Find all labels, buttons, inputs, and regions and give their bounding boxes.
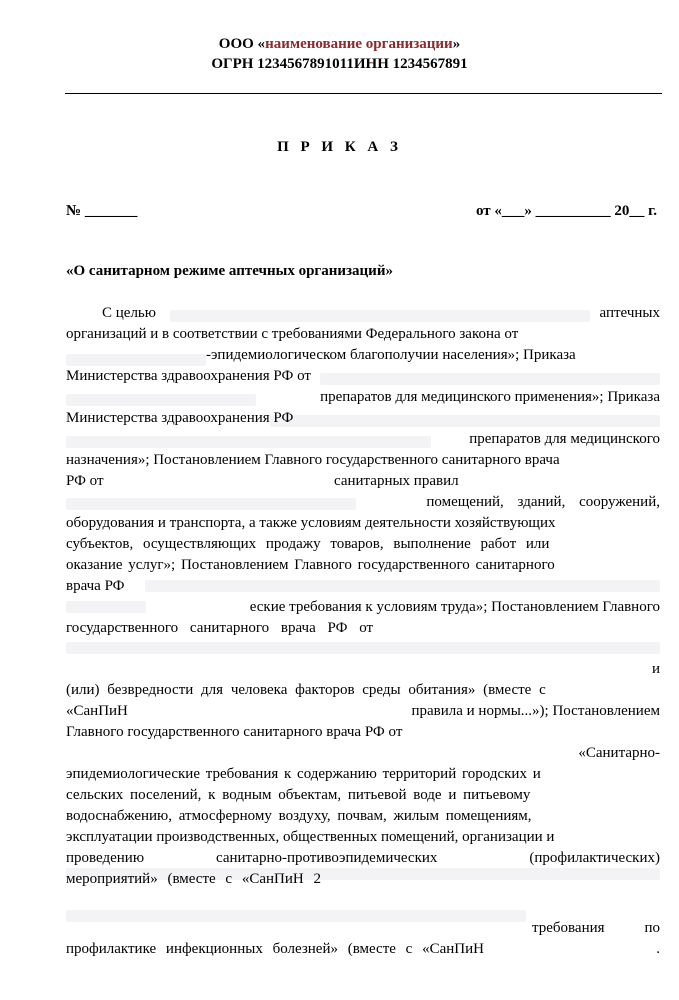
body-fragment: РФ от: [66, 473, 104, 489]
body-line: [66, 429, 660, 449]
body-fragment: санитарных правил: [334, 473, 459, 489]
body-line: эпидемиологические требования к содержанию территорий городских и: [66, 766, 541, 782]
body-line: сельских поселений, к водным объектам, питьевой воде и питьевому: [66, 787, 531, 803]
body-line: субъектов, осуществляющих продажу товаров, выполнение работ или: [66, 536, 550, 552]
body-line: [66, 701, 660, 721]
body-line: [66, 492, 660, 512]
body-fragment: еские требования к условиям труда»; Постановлением Главного: [249, 599, 660, 615]
org-suffix: »: [452, 36, 461, 52]
body-fragment: правила и нормы...»); Постановлением: [411, 703, 660, 719]
body-line: государственного санитарного врача РФ от: [66, 620, 374, 636]
body-line: мероприятий» (вместе с «СанПиН 2: [66, 871, 321, 887]
body-line: [66, 848, 660, 868]
organization-line: [0, 35, 679, 54]
ogrn-inn-line: ОГРН 1234567891011ИНН 1234567891: [211, 56, 468, 72]
body-fragment: (профилактических): [529, 850, 660, 866]
org-prefix: ООО «: [218, 36, 266, 52]
body-fragment: -эпидемиологическом благополучии населения»; Приказа: [206, 347, 576, 363]
body-line: водоснабжению, атмосферному воздуху, почвам, жилым помещениям,: [66, 808, 532, 824]
body-line: [66, 345, 660, 365]
body-fragment: «СанПиН: [66, 703, 128, 719]
body-fragment: проведению: [66, 850, 145, 866]
body-line: эксплуатации производственных, общественных помещений, организации и: [66, 829, 555, 845]
body-fragment: .: [656, 941, 660, 957]
body-fragment: препаратов для медицинского: [469, 431, 660, 447]
body-line: оборудования и транспорта, а также условиям деятельности хозяйствующих: [66, 515, 556, 531]
body-line: [66, 471, 660, 491]
body-line: [66, 743, 660, 763]
order-subject: «О санитарном режиме аптечных организаций»: [66, 263, 393, 279]
body-fragment: помещений, зданий, сооружений,: [426, 494, 660, 510]
body-fragment: санитарно-противоэпидемических: [216, 850, 438, 866]
body-line: [66, 659, 660, 679]
body-fragment: «Санитарно-: [578, 745, 660, 761]
body-fragment: аптечных: [599, 305, 660, 321]
body-fragment: С целью: [102, 305, 156, 321]
body-line: [66, 918, 660, 938]
body-line: врача РФ: [66, 578, 125, 594]
body-line: [66, 387, 660, 407]
body-line: Министерства здравоохранения РФ: [66, 410, 294, 426]
body-line: [66, 303, 660, 323]
order-date: от «___» __________ 20__ г.: [475, 203, 657, 219]
body-fragment: требования: [532, 920, 605, 936]
body-fragment: профилактике инфекционных болезней» (вместе с «СанПиН: [66, 941, 484, 957]
document-title: П Р И К А З: [277, 139, 402, 155]
body-line: организаций и в соответствии с требованиями Федерального закона от: [66, 326, 519, 342]
body-line: Министерства здравоохранения РФ от: [66, 368, 311, 384]
redacted-text: [66, 642, 660, 654]
body-line: Главного государственного санитарного врача РФ от: [66, 724, 403, 740]
body-line: оказание услуг»; Постановлением Главного государственного санитарного: [66, 557, 555, 573]
body-line: назначения»; Постановлением Главного государственного санитарного врача: [66, 452, 560, 468]
organization-name: наименование организации: [265, 36, 453, 52]
header-divider: [65, 93, 662, 94]
order-number: № _______: [66, 203, 138, 219]
body-line: (или) безвредности для человека факторов среды обитания» (вместе с: [66, 682, 546, 698]
body-fragment: по: [644, 920, 660, 936]
body-fragment: и: [651, 661, 660, 677]
body-line: [66, 597, 660, 617]
body-fragment: препаратов для медицинского применения»; Приказа: [320, 389, 660, 405]
body-line: [66, 939, 660, 959]
